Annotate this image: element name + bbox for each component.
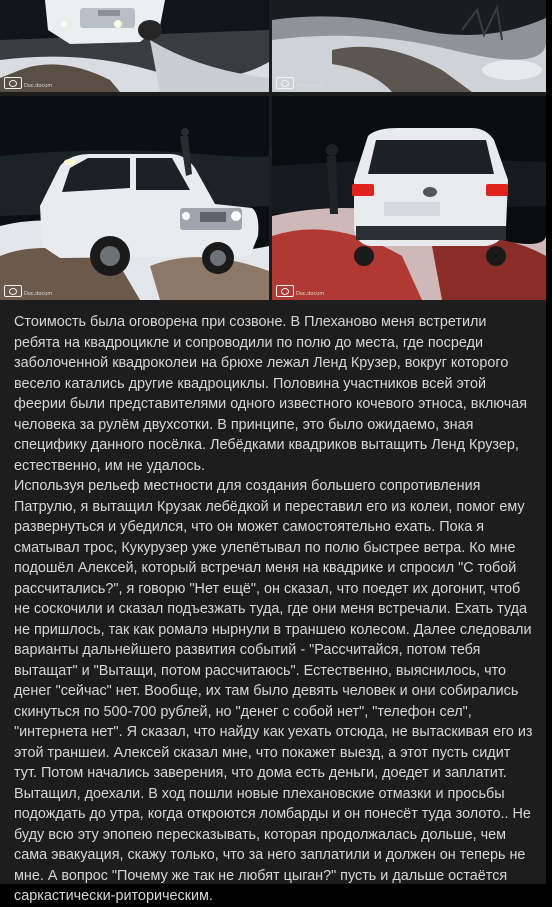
photo-suv-rear-night[interactable] — [272, 96, 546, 300]
watermark-text: Doc.docum — [24, 291, 53, 297]
post-body-text — [14, 312, 534, 907]
photo-snowy-field[interactable] — [272, 0, 546, 92]
camera-watermark-icon — [4, 285, 22, 297]
watermark — [4, 77, 52, 89]
post-paragraph: Используя рельеф местности для создания большего сопротивления Патрулю, я вытащил Крузак лебёдкой и переставил его из колеи, помог ему развернуться и убедился, что он может самостоятельно ехать. Пока я сматывал трос, Кукурузер уже улепётывал по полю быстрее ветра. Ко мне подошёл Алексей, который встречал меня на квадрике и спросил "С тобой рассчитались?", я говорю "Нет ещё", он сказал, что поедет их догонит, чтоб не соскочили и сказал подъезжать туда, где они меня встречали. Ехать туда не пришлось, так как ромалэ нырнули в траншею колесом. Далее следовали варианты дальнейшего развития событий - "Рассчитайся, потом тебя вытащат" и "Вытащи, потом рассчитаюсь". Естественно, выяснилось, что денег "сейчас" нет. Вообще, их там было девять человек и они собирались скинуться по 500-700 рублей, но "денег с собой нет", "телефон сел", "интернета нет". Я сказал, что найду как уехать отсюда, не вытаскивая его из этой траншеи. Алексей сказал мне, что покажет выезд, а этот пусть сидит тут. Потом начались заверения, что дома есть деньги, доедет и заплатит. Вытащил, доехали. В ход пошли новые плехановские отмазки и просьбы подождать до утра, когда откроются ломбарды и он понесёт туда золото.. Не буду всю эту эпопею пересказывать, которая продолжалась дольше, чем сама эвакуация, скажу только, что за него заплатили и должен он теперь не мне. А вопрос "Почему же так не любят цыган?" пусть и дальше остаётся саркастически-риторическим. — [14, 478, 533, 904]
camera-watermark-icon — [276, 77, 294, 89]
watermark — [276, 285, 324, 297]
post-paragraph: Стоимость была оговорена при созвоне. В Плеханово меня встретили ребята на квадроцикле и сопроводили по полю до места, где посреди заболоченной квадроколеи на брюхе лежал Ленд Крузер, вокруг которого весело катались другие квадроциклы. Половина участников всей этой феерии были представителями одного известного кочевого этноса, включая человека за рулём двухсотки. В принципе, это было ожидаемо, зная специфику данного посёлка. Лебёдками квадриков вытащить Ленд Крузер, естественно, им не удалось. — [14, 314, 528, 474]
watermark — [4, 285, 52, 297]
photo-4-image — [272, 96, 546, 300]
watermark-text: Doc.docum — [296, 83, 325, 89]
watermark — [276, 77, 324, 89]
watermark-text: Doc.docum — [24, 83, 53, 89]
watermark-text: Doc.docum — [296, 291, 325, 297]
photo-suv-side-night[interactable] — [0, 96, 269, 300]
photo-3-image — [0, 96, 269, 300]
camera-watermark-icon — [4, 77, 22, 89]
photo-suv-front-snow[interactable] — [0, 0, 269, 92]
camera-watermark-icon — [276, 285, 294, 297]
